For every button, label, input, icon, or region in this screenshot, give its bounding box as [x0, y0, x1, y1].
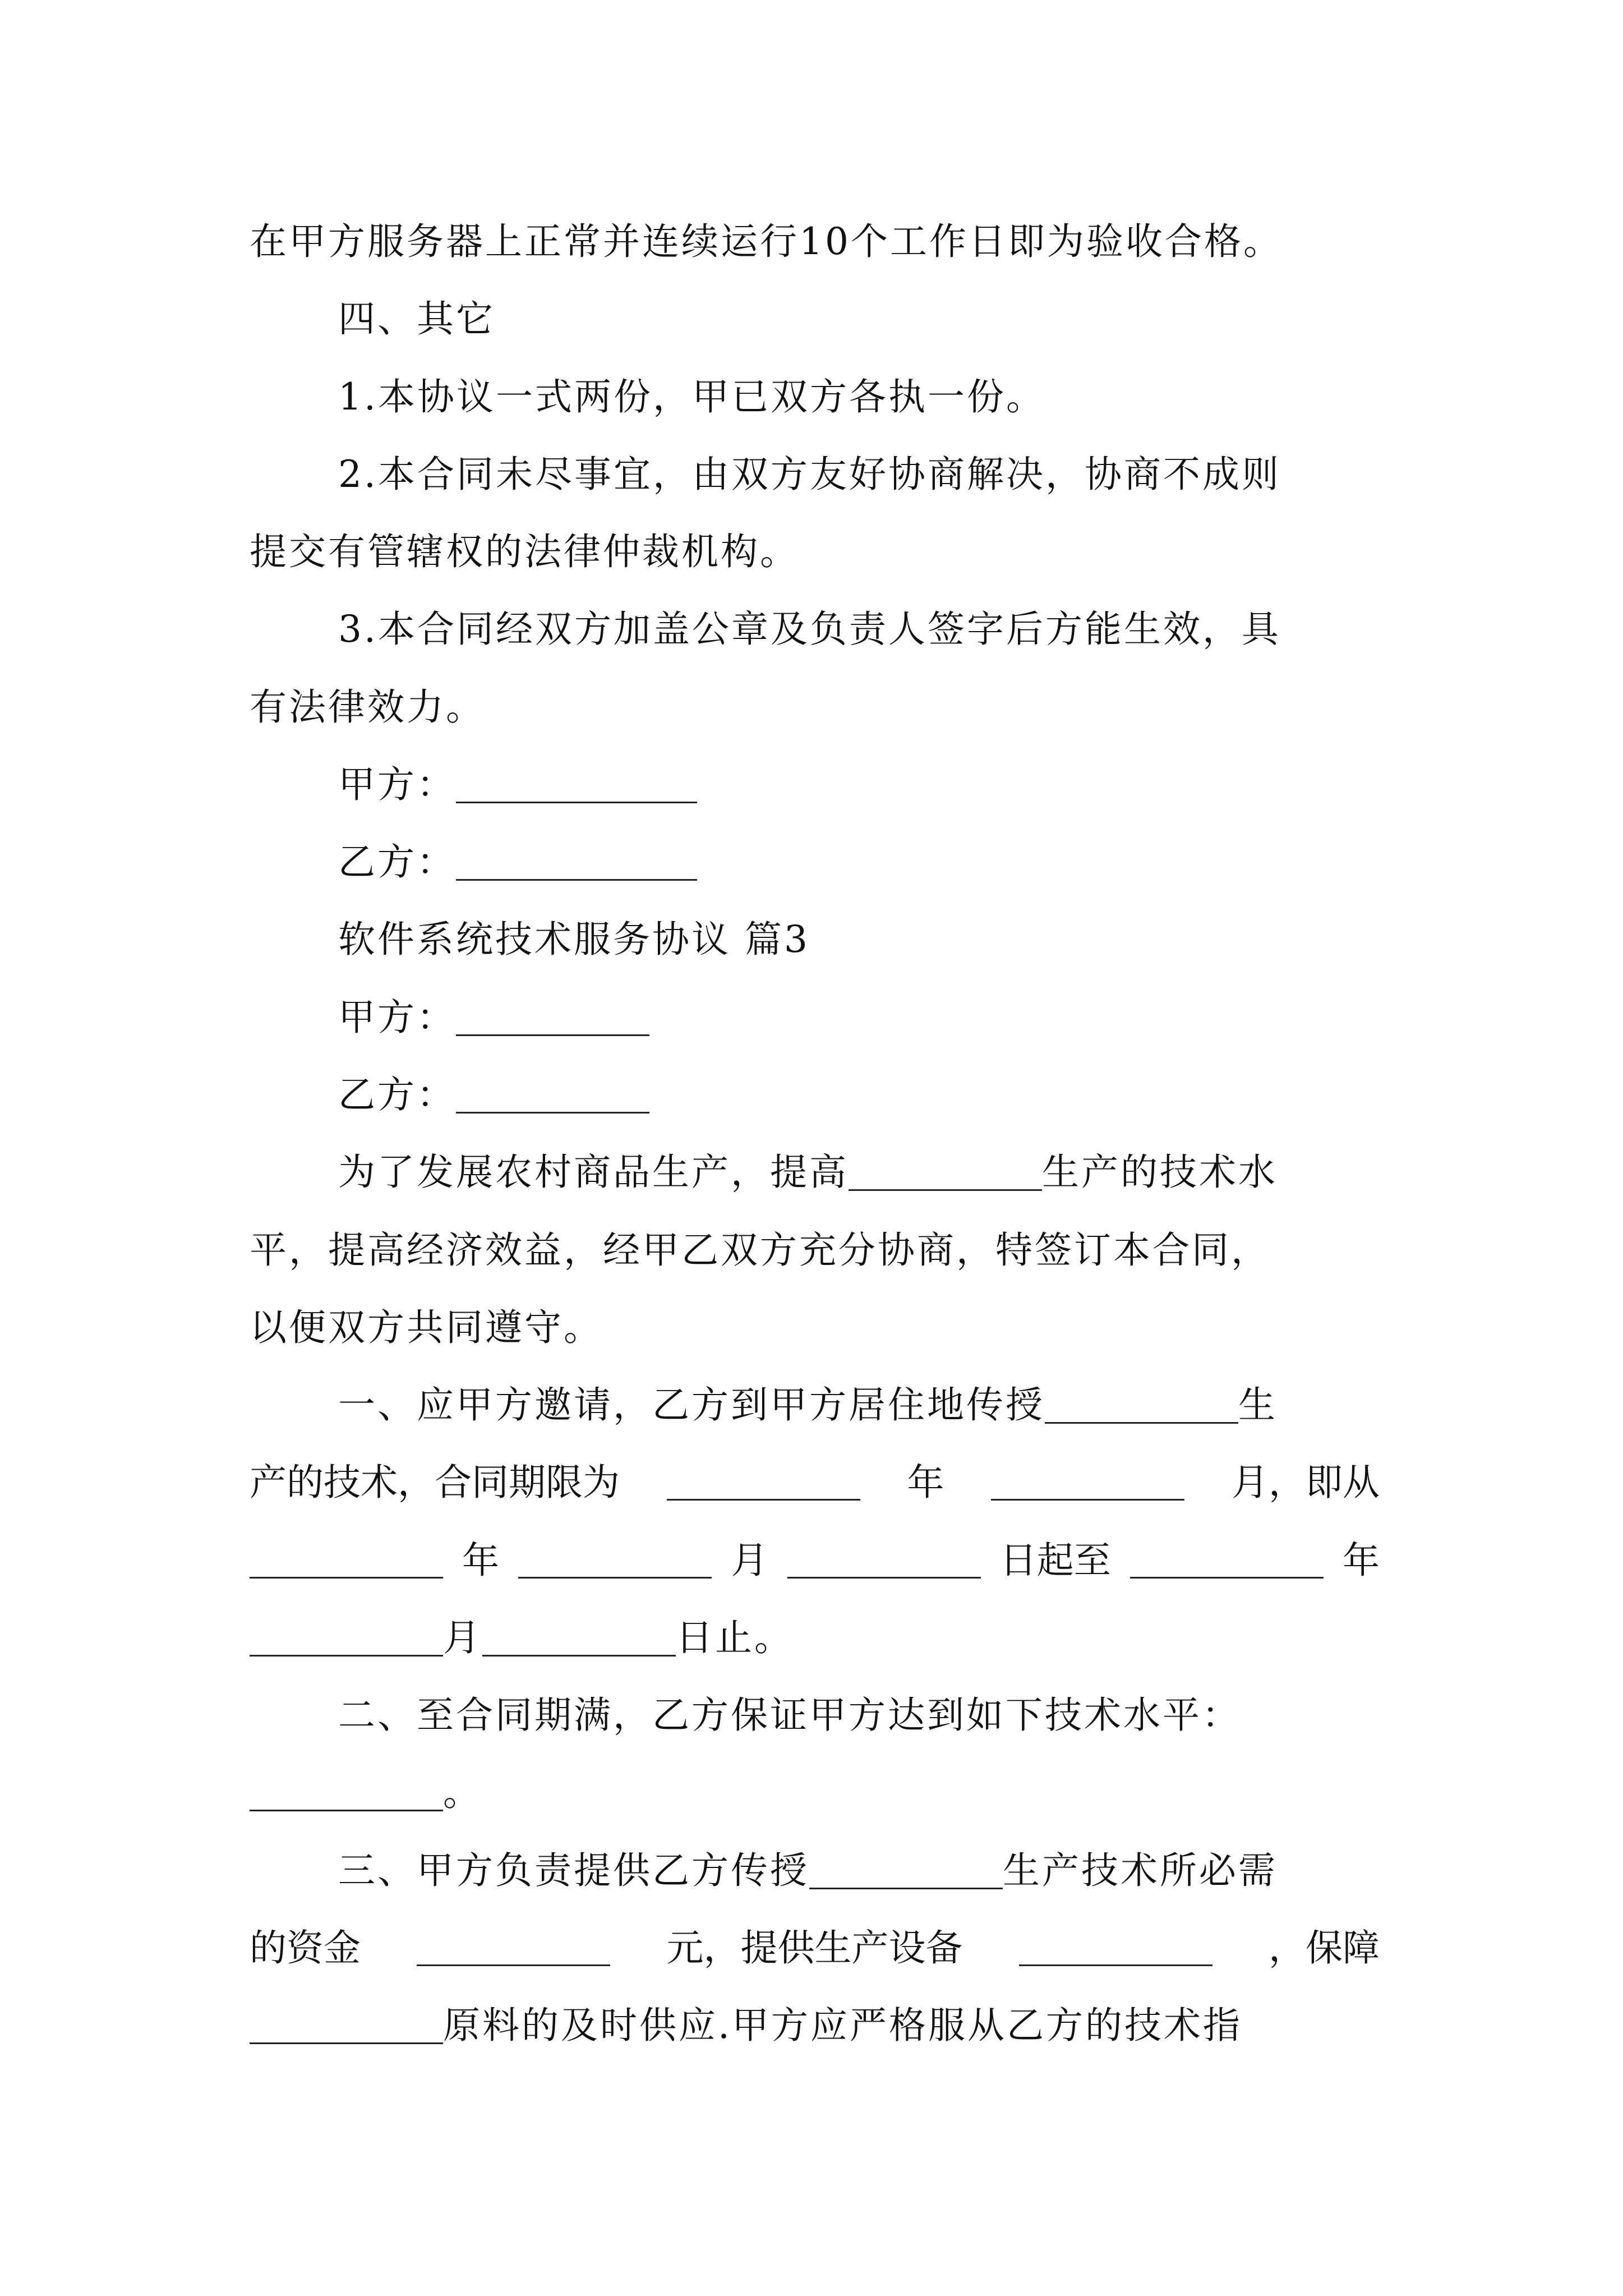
- party-a-signature-line: [338, 763, 697, 806]
- blank-field: [518, 1542, 712, 1579]
- party-a-label: 甲方：: [338, 763, 456, 806]
- text-segment: 生产的技术水: [1042, 1151, 1278, 1194]
- text-segment: 产的技术，合同期限为: [250, 1461, 620, 1504]
- paragraph-line: 平，提高经济效益，经甲乙双方充分协商，特签订本合同，: [250, 1228, 1270, 1272]
- clause-line: 二、至合同期满，乙方保证甲方达到如下技术水平：: [338, 1694, 1241, 1737]
- text-segment: 年: [462, 1539, 500, 1582]
- clause-line: [250, 1771, 482, 1814]
- text-segment: 生产技术所必需: [1003, 1849, 1278, 1892]
- blank-field: [849, 1154, 1042, 1191]
- clause-line: [250, 1926, 1380, 1970]
- blank-field: [250, 2008, 443, 2044]
- blank-field: [787, 1542, 981, 1579]
- clause-line: 有法律效力。: [250, 685, 485, 729]
- paragraph-line: 在甲方服务器上正常并连续运行10个工作日即为验收合格。: [250, 220, 1283, 263]
- clause-line: [250, 2004, 1242, 2047]
- blank-field: [809, 1853, 1003, 1889]
- text-segment: 日起至: [999, 1539, 1111, 1582]
- blank-field: [456, 1000, 649, 1036]
- text-segment: 三、甲方负责提供乙方传授: [338, 1849, 809, 1892]
- paragraph-line: [338, 1151, 1278, 1194]
- text-segment: 。: [443, 1771, 482, 1814]
- clause-line: [250, 1539, 1380, 1582]
- blank-field: [1019, 1930, 1212, 1966]
- text-segment: 月，即从: [1232, 1461, 1380, 1504]
- blank-field: [667, 1464, 860, 1501]
- text-segment: 年: [1342, 1539, 1380, 1582]
- text-segment: 的资金: [250, 1926, 361, 1970]
- blank-field: [456, 844, 697, 881]
- party-b-label: 乙方：: [338, 840, 456, 884]
- clause-line: [338, 1383, 1278, 1427]
- document-title: 软件系统技术服务协议 篇3: [338, 918, 810, 961]
- blank-field: [250, 1775, 443, 1811]
- party-b-label: 乙方：: [338, 1073, 456, 1116]
- clause-line: [250, 1616, 794, 1659]
- clause-line: 2.本合同未尽事宜，由双方友好协商解决，协商不成则: [338, 453, 1281, 496]
- blank-field: [417, 1930, 610, 1966]
- section-heading: 四、其它: [338, 297, 495, 341]
- party-b-signature-line: [338, 840, 697, 884]
- text-segment: ，保障: [1269, 1926, 1380, 1970]
- blank-field: [456, 767, 697, 803]
- text-segment: 原料的及时供应.甲方应严格服从乙方的技术指: [443, 2004, 1242, 2047]
- party-a-label: 甲方：: [338, 996, 456, 1039]
- text-segment: 日止。: [676, 1616, 794, 1659]
- text-segment: 月: [443, 1616, 482, 1659]
- blank-field: [1130, 1542, 1324, 1579]
- text-segment: 为了发展农村商品生产，提高: [338, 1151, 849, 1194]
- blank-field: [250, 1542, 443, 1579]
- text-segment: 生: [1238, 1383, 1278, 1427]
- party-a-line: [338, 996, 649, 1039]
- blank-field: [482, 1620, 676, 1657]
- text-segment: 一、应甲方邀请，乙方到甲方居住地传授: [338, 1383, 1045, 1427]
- clause-line: [338, 1849, 1278, 1892]
- blank-field: [250, 1620, 443, 1657]
- blank-field: [1045, 1387, 1238, 1424]
- blank-field: [991, 1464, 1184, 1501]
- clause-line: [250, 1461, 1380, 1504]
- paragraph-line: 以便双方共同遵守。: [250, 1306, 603, 1349]
- party-b-line: [338, 1073, 649, 1116]
- clause-line: 提交有管辖权的法律仲裁机构。: [250, 530, 799, 573]
- text-segment: 月: [731, 1539, 768, 1582]
- text-segment: 年: [907, 1461, 944, 1504]
- clause-line: 1.本协议一式两份，甲已双方各执一份。: [338, 375, 1045, 418]
- text-segment: 元，提供生产设备: [666, 1926, 963, 1970]
- clause-line: 3.本合同经双方加盖公章及负责人签字后方能生效，具: [338, 608, 1281, 651]
- blank-field: [456, 1077, 649, 1114]
